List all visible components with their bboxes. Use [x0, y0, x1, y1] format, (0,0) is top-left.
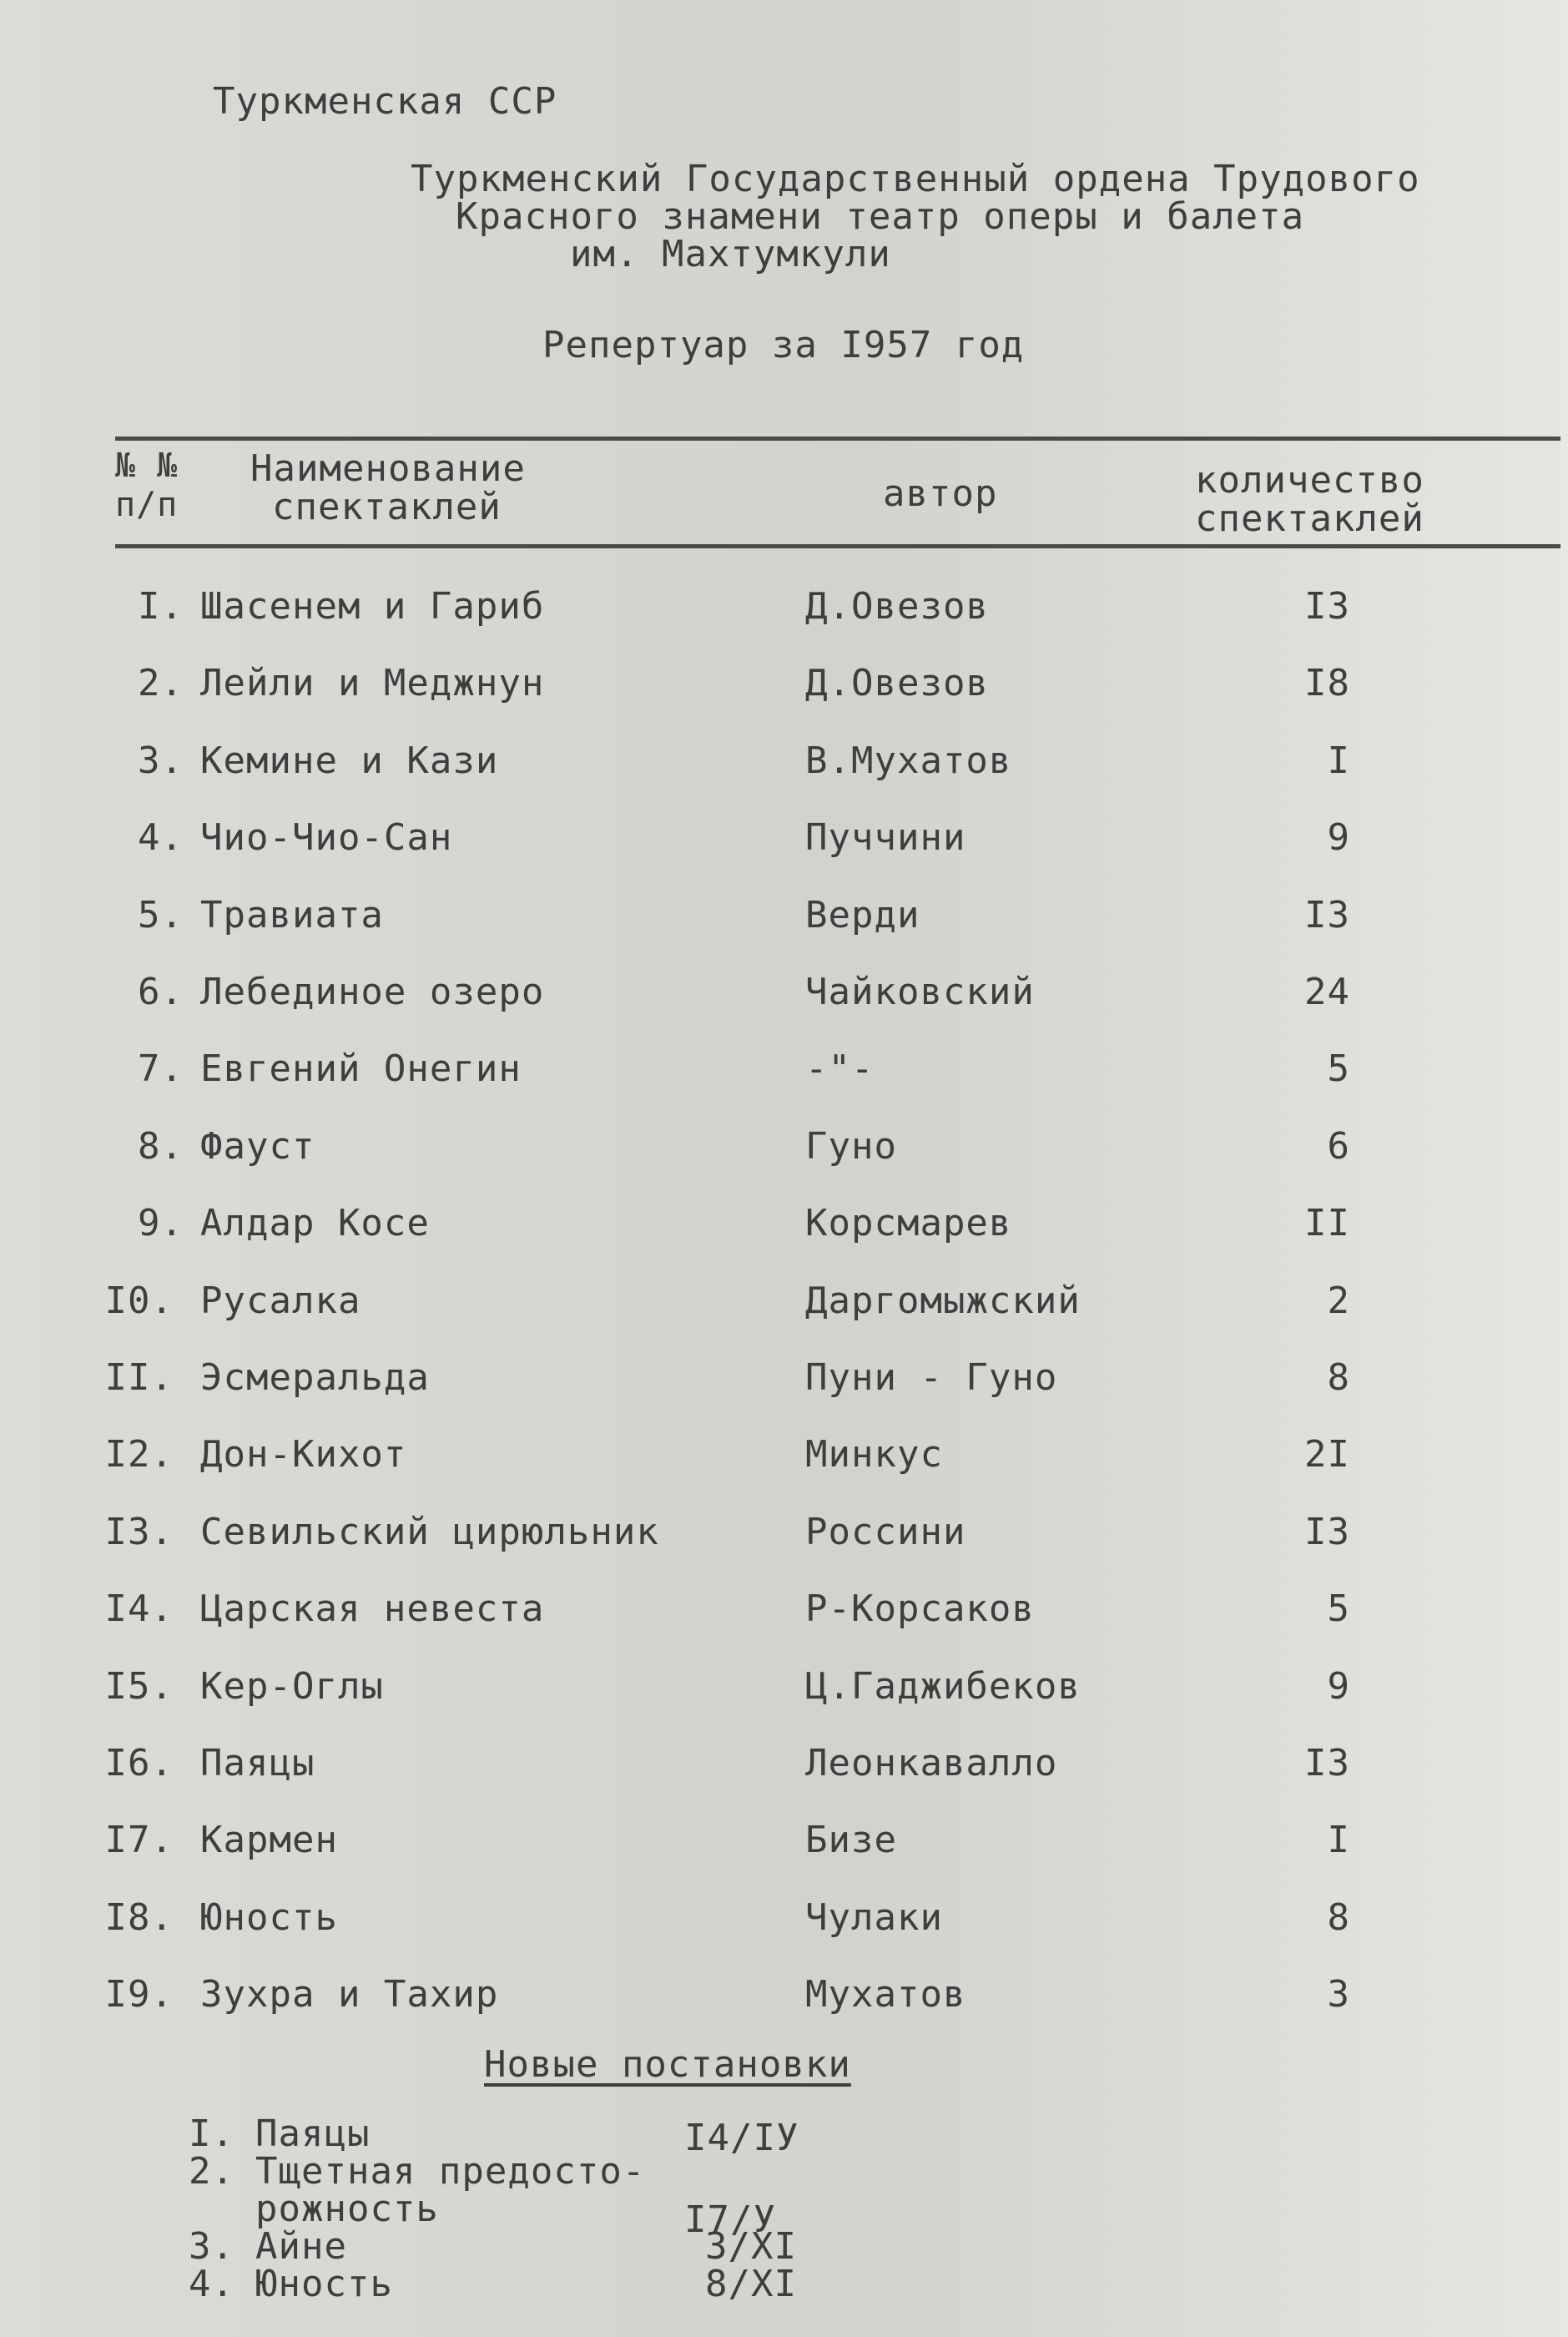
- row-number: I4.: [104, 1587, 174, 1630]
- row-number: II.: [104, 1356, 174, 1399]
- performance-count: I3: [1304, 1511, 1350, 1553]
- author-name: Гуно: [805, 1125, 897, 1168]
- performance-name: Кемине и Кази: [200, 739, 499, 782]
- performance-count: 2: [1327, 1280, 1350, 1322]
- col-count-header-line-1: количество: [1195, 459, 1424, 502]
- row-number: I0.: [104, 1280, 174, 1322]
- theatre-name-line-3: им. Махтумкули: [570, 233, 891, 275]
- author-name: Россини: [805, 1511, 966, 1553]
- row-number: I9.: [104, 1973, 174, 2016]
- performance-count: 5: [1327, 1587, 1350, 1630]
- author-name: Корсмарев: [805, 1202, 1012, 1244]
- row-number: I6.: [104, 1742, 174, 1784]
- new-production-name: Юность: [255, 2263, 393, 2305]
- performance-name: Лейли и Меджнун: [200, 662, 545, 704]
- document-title: Репертуар за I957 год: [542, 324, 1025, 366]
- row-number: 9.: [138, 1202, 184, 1244]
- performance-name: Зухра и Тахир: [200, 1973, 499, 2016]
- performance-name: Эсмеральда: [200, 1356, 430, 1399]
- row-number: I5.: [104, 1665, 174, 1708]
- col-name-header-line-1: Наименование: [250, 447, 526, 490]
- row-number: I2.: [104, 1433, 174, 1476]
- performance-count: I3: [1304, 585, 1350, 628]
- new-production-name-continued: рожность: [255, 2188, 439, 2230]
- author-name: Бизе: [805, 1819, 897, 1861]
- author-name: Д.Овезов: [805, 585, 989, 628]
- theatre-name-line-1: Туркменский Государственный ордена Трудового: [411, 158, 1420, 200]
- performance-count: I: [1327, 1819, 1350, 1861]
- new-productions-heading: Новые постановки: [484, 2043, 851, 2086]
- author-name: Пуччини: [805, 816, 966, 859]
- table-header-rule: [115, 544, 1568, 548]
- performance-count: 5: [1327, 1047, 1350, 1090]
- republic-heading: Туркменская ССР: [213, 80, 557, 123]
- author-name: Леонкавалло: [805, 1742, 1058, 1784]
- performance-name: Шасенем и Гариб: [200, 585, 545, 628]
- performance-name: Дон-Кихот: [200, 1433, 407, 1476]
- new-production-number: 3.: [189, 2225, 234, 2268]
- row-number: 7.: [138, 1047, 184, 1090]
- performance-count: 24: [1304, 971, 1350, 1013]
- new-production-date: 3/XI: [705, 2225, 797, 2268]
- performance-count: 9: [1327, 816, 1350, 859]
- performance-count: 8: [1327, 1896, 1350, 1939]
- new-production-name: Паяцы: [255, 2112, 371, 2155]
- performance-count: 3: [1327, 1973, 1350, 2016]
- performance-name: Чио-Чио-Сан: [200, 816, 453, 859]
- author-name: Чулаки: [805, 1896, 943, 1939]
- author-name: -"-: [805, 1047, 875, 1090]
- row-number: 4.: [138, 816, 184, 859]
- performance-name: Фауст: [200, 1125, 315, 1168]
- col-name-header-line-2: спектаклей: [272, 486, 502, 528]
- page-edge: [1560, 0, 1568, 2337]
- row-number: I8.: [104, 1896, 174, 1939]
- performance-name: Лебединое озеро: [200, 971, 545, 1013]
- new-production-number: 2.: [189, 2150, 234, 2193]
- performance-name: Паяцы: [200, 1742, 315, 1784]
- author-name: Р-Корсаков: [805, 1587, 1035, 1630]
- author-name: Ц.Гаджибеков: [805, 1665, 1081, 1708]
- performance-name: Травиата: [200, 894, 384, 936]
- performance-count: 6: [1327, 1125, 1350, 1168]
- performance-count: I8: [1304, 662, 1350, 704]
- theatre-name-line-2: Красного знамени театр оперы и балета: [456, 195, 1305, 238]
- new-production-date: I4/IУ: [684, 2117, 799, 2159]
- author-name: Пуни - Гуно: [805, 1356, 1058, 1399]
- performance-count: II: [1304, 1202, 1350, 1244]
- author-name: Д.Овезов: [805, 662, 989, 704]
- new-production-date: 8/XI: [705, 2263, 797, 2305]
- row-number: 8.: [138, 1125, 184, 1168]
- author-name: Верди: [805, 894, 920, 936]
- performance-count: I: [1327, 739, 1350, 782]
- row-number: I.: [138, 585, 184, 628]
- row-number: 5.: [138, 894, 184, 936]
- performance-count: 9: [1327, 1665, 1350, 1708]
- author-name: Минкус: [805, 1433, 943, 1476]
- table-top-rule: [115, 437, 1568, 441]
- author-name: Чайковский: [805, 971, 1035, 1013]
- row-number: 6.: [138, 971, 184, 1013]
- performance-name: Царская невеста: [200, 1587, 545, 1630]
- performance-name: Алдар Косе: [200, 1202, 430, 1244]
- performance-name: Кер-Оглы: [200, 1665, 384, 1708]
- performance-name: Русалка: [200, 1280, 361, 1322]
- author-name: Даргомыжский: [805, 1280, 1081, 1322]
- col-author-header: автор: [883, 472, 998, 515]
- performance-count: 8: [1327, 1356, 1350, 1399]
- performance-count: 2I: [1304, 1433, 1350, 1476]
- performance-name: Евгений Онегин: [200, 1047, 522, 1090]
- new-production-date: I7/У: [684, 2198, 776, 2241]
- performance-name: Севильский цирюльник: [200, 1511, 659, 1553]
- row-number: 3.: [138, 739, 184, 782]
- author-name: Мухатов: [805, 1973, 966, 2016]
- row-number: 2.: [138, 662, 184, 704]
- new-production-name: Айне: [255, 2225, 347, 2268]
- new-production-number: I.: [189, 2112, 234, 2155]
- new-production-number: 4.: [189, 2263, 234, 2305]
- performance-count: I3: [1304, 1742, 1350, 1784]
- author-name: В.Мухатов: [805, 739, 1012, 782]
- performance-count: I3: [1304, 894, 1350, 936]
- col-num-header-line-1: № №: [115, 447, 179, 485]
- performance-name: Кармен: [200, 1819, 338, 1861]
- row-number: I3.: [104, 1511, 174, 1553]
- performance-name: Юность: [200, 1896, 338, 1939]
- col-num-header-line-2: п/п: [115, 486, 179, 524]
- col-count-header-line-2: спектаклей: [1195, 497, 1424, 540]
- new-production-name: Тщетная предосто-: [255, 2150, 646, 2193]
- row-number: I7.: [104, 1819, 174, 1861]
